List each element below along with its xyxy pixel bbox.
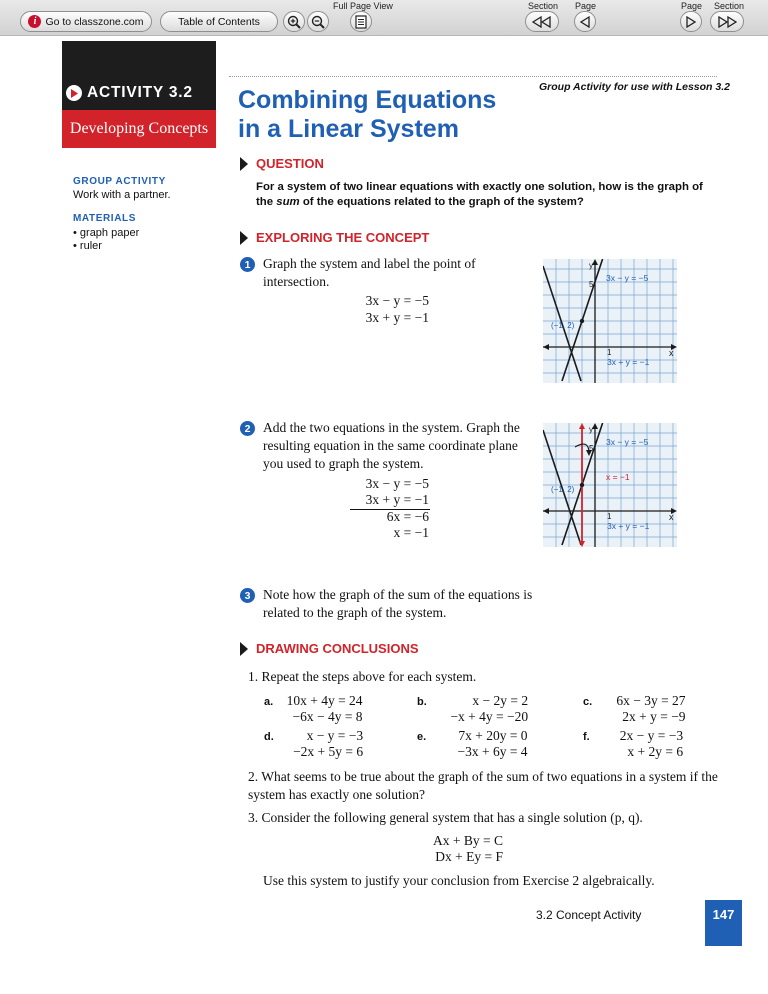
step-1-badge: 1 — [240, 257, 255, 272]
page-number: 147 — [705, 900, 742, 946]
graph-1-tick-label: 5 — [589, 280, 594, 289]
toc-label: Table of Contents — [178, 15, 260, 28]
system-c-eq2: 2x + y = −9 — [622, 709, 686, 724]
right-arrow-icon — [685, 16, 697, 28]
title-line-1: Combining Equations — [238, 86, 497, 114]
zoom-out-icon[interactable] — [307, 11, 329, 32]
system-f-eq2: x + 2y = 6 — [627, 744, 684, 759]
graph-2-intersection — [580, 483, 584, 487]
graph-2 — [543, 423, 677, 547]
section-prev-caption: Section — [528, 1, 559, 11]
group-activity-text: Work with a partner. — [73, 189, 171, 201]
classzone-button[interactable] — [20, 11, 152, 32]
materials-item: • ruler — [73, 240, 102, 252]
section-next-caption: Section — [714, 1, 745, 11]
play-icon — [66, 85, 82, 101]
step-2-badge: 2 — [240, 421, 255, 436]
step-1-text: Graph the system and label the point of intersection. — [263, 256, 476, 289]
system-e-eq2: −3x + 6y = 4 — [457, 744, 528, 759]
activity-number: ACTIVITY 3.2 — [87, 84, 193, 101]
exploring-heading — [240, 230, 429, 245]
system-b: b. x − 2y = 2 — [417, 693, 529, 708]
graph-1-y-label: y — [589, 261, 593, 270]
step-2-equation: 3x − y = −5 — [365, 476, 429, 491]
graph-1 — [543, 259, 677, 383]
graph-1-line-a-label: 3x − y = −5 — [606, 273, 649, 283]
step-3-badge: 3 — [240, 588, 255, 603]
graph-2-y-label: y — [589, 425, 593, 434]
activity-label — [66, 84, 193, 102]
toc-button[interactable] — [160, 11, 278, 32]
next-section-button[interactable] — [710, 11, 744, 32]
graph-1-tick-label: 1 — [607, 348, 612, 357]
double-left-arrow-icon — [532, 16, 552, 28]
step-2-equation: 6x = −6 — [386, 509, 429, 524]
footer-label: 3.2 Concept Activity — [536, 908, 642, 922]
page-title — [238, 86, 496, 144]
graph-2-line-a-label: 3x − y = −5 — [606, 437, 649, 447]
group-activity-heading: GROUP ACTIVITY — [73, 176, 166, 187]
general-equation: Dx + Ey = F — [435, 849, 503, 864]
conclusions-heading-text: DRAWING CONCLUSIONS — [256, 641, 419, 656]
zoom-in-icon[interactable] — [283, 11, 305, 32]
system-a: a. 10x + 4y = 24 — [264, 693, 363, 708]
system-b-eq2: −x + 4y = −20 — [450, 709, 529, 724]
developing-concepts-label: Developing Concepts — [62, 110, 216, 148]
question-heading-text: QUESTION — [256, 156, 324, 171]
materials-heading: MATERIALS — [73, 213, 136, 224]
double-right-arrow-icon — [717, 16, 737, 28]
step-2-equation: 3x + y = −1 — [365, 492, 429, 507]
graph-1-x-label: x — [669, 348, 674, 358]
general-equation: Ax + By = C — [433, 833, 503, 848]
exercise-3-instruction: Use this system to justify your conclusion from Exercise 2 algebraically. — [263, 873, 655, 888]
info-icon: i — [28, 15, 41, 28]
step-2-equation: x = −1 — [393, 525, 429, 540]
system-f: f. 2x − y = −3 — [583, 728, 684, 743]
graph-2-tick-label: 5 — [589, 444, 594, 453]
system-e: e. 7x + 20y = 0 — [417, 728, 528, 743]
step-1-equation: 3x + y = −1 — [365, 310, 429, 325]
lesson-reference: Group Activity for use with Lesson 3.2 — [539, 81, 730, 93]
graph-2-line-c-label: x = −1 — [606, 472, 630, 482]
page-prev-caption: Page — [575, 1, 597, 11]
system-c: c. 6x − 3y = 27 — [583, 693, 686, 708]
left-arrow-icon — [579, 16, 591, 28]
section-arrow-icon — [240, 231, 248, 245]
exploring-heading-text: EXPLORING THE CONCEPT — [256, 230, 430, 245]
question-heading — [240, 156, 324, 171]
graph-1-line-b-label: 3x + y = −1 — [607, 357, 650, 367]
full-page-view-icon[interactable] — [350, 11, 372, 32]
graph-2-x-label: x — [669, 512, 674, 522]
graph-2-point-label: (−1, 2) — [551, 485, 575, 494]
previous-page-button[interactable] — [574, 11, 596, 32]
graph-1-intersection — [580, 319, 584, 323]
graph-2-line-b-label: 3x + y = −1 — [607, 521, 650, 531]
next-page-button[interactable] — [680, 11, 702, 32]
graph-1-point-label: (−1, 2) — [551, 321, 575, 330]
classzone-label: Go to classzone.com — [45, 15, 144, 28]
page-next-caption: Page — [681, 1, 703, 11]
step-1-equation: 3x − y = −5 — [365, 293, 429, 308]
exercise-2-text: 2. What seems to be true about the graph of the sum of two equations in a system if the system has exactly one solution? — [248, 769, 718, 802]
step-3-text: Note how the graph of the sum of the equations is related to the graph of the system. — [263, 587, 533, 620]
step-2-text: Add the two equations in the system. Graph the resulting equation in the same coordinate plane you used to graph the system. — [263, 420, 520, 471]
section-arrow-icon — [240, 642, 248, 656]
system-d-eq2: −2x + 5y = 6 — [293, 744, 364, 759]
system-a-eq2: −6x − 4y = 8 — [292, 709, 363, 724]
conclusions-heading — [240, 641, 419, 656]
title-line-2: in a Linear System — [238, 115, 459, 143]
graph-2-tick-label: 1 — [607, 512, 612, 521]
exercise-1-text: 1. Repeat the steps above for each system. — [248, 669, 477, 684]
question-text: For a system of two linear equations with exactly one solution, how is the graph of the sum of the equations related to the graph of the system? — [256, 181, 703, 208]
section-arrow-icon — [240, 157, 248, 171]
title-divider — [229, 76, 717, 77]
materials-item: • graph paper — [73, 227, 140, 239]
exercise-3-text: 3. Consider the following general system that has a single solution (p, q). — [248, 810, 643, 825]
previous-section-button[interactable] — [525, 11, 559, 32]
nav-bar — [0, 0, 768, 36]
full-page-view-caption: Full Page View — [333, 1, 393, 11]
system-d: d. x − y = −3 — [264, 728, 364, 743]
